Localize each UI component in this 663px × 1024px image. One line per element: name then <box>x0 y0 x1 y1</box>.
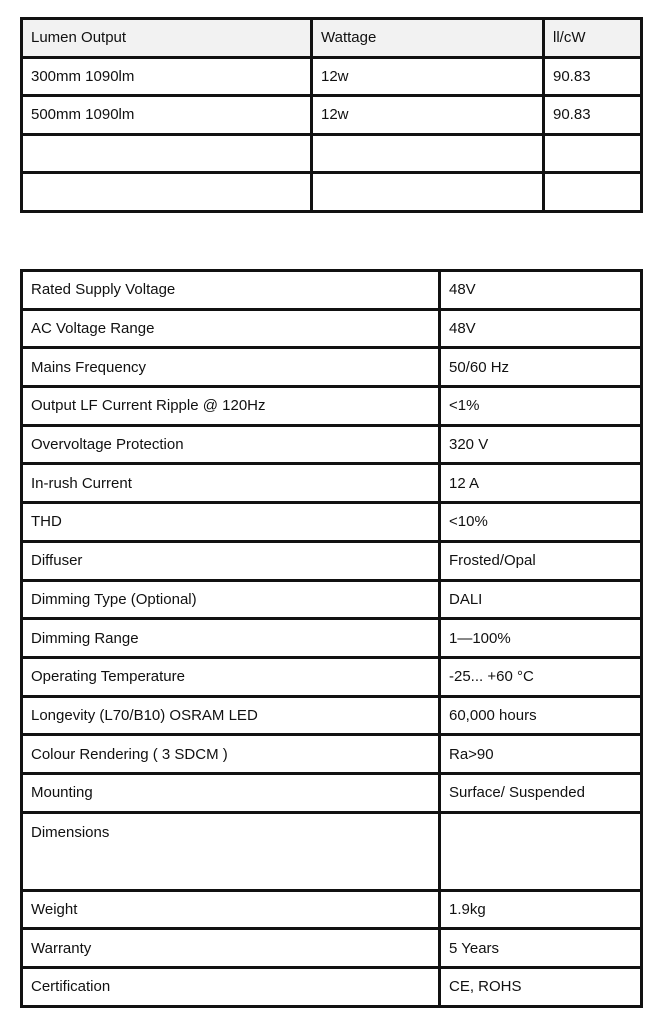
wattage-cell: 12w <box>312 96 544 135</box>
wattage-cell: 12w <box>312 57 544 96</box>
header-lumen-output: Lumen Output <box>22 19 312 58</box>
lumen-output-cell <box>22 173 312 212</box>
spec-value: <1% <box>440 387 642 426</box>
spec-row-dimensions <box>22 812 642 890</box>
efficacy-cell: 90.83 <box>544 96 642 135</box>
spec-value: 48V <box>440 309 642 348</box>
spec-row-weight <box>22 890 642 929</box>
spec-row-operating-temperature <box>22 657 642 696</box>
spec-row-ac-voltage-range <box>22 309 642 348</box>
header-wattage: Wattage <box>312 19 544 58</box>
spec-value: 48V <box>440 271 642 310</box>
spec-row-certification <box>22 968 642 1007</box>
efficacy-cell <box>544 173 642 212</box>
spec-value <box>440 812 642 890</box>
header-efficacy: ll/cW <box>544 19 642 58</box>
spec-label: THD <box>22 503 440 542</box>
spec-row-colour-rendering <box>22 735 642 774</box>
spec-value: 12 A <box>440 464 642 503</box>
efficacy-cell <box>544 134 642 173</box>
spec-value: Ra>90 <box>440 735 642 774</box>
spec-value: -25... +60 °C <box>440 657 642 696</box>
table-row <box>22 134 642 173</box>
spec-label: Colour Rendering ( 3 SDCM ) <box>22 735 440 774</box>
lumen-output-cell <box>22 134 312 173</box>
spec-row-current-ripple <box>22 387 642 426</box>
spec-label: Rated Supply Voltage <box>22 271 440 310</box>
spec-label: Longevity (L70/B10) OSRAM LED <box>22 696 440 735</box>
table-row <box>22 96 642 135</box>
lumen-output-table <box>20 17 643 213</box>
spec-value: 60,000 hours <box>440 696 642 735</box>
lumen-output-cell: 300mm 1090lm <box>22 57 312 96</box>
spec-value: 320 V <box>440 425 642 464</box>
wattage-cell <box>312 173 544 212</box>
lumen-output-cell: 500mm 1090lm <box>22 96 312 135</box>
efficacy-cell: 90.83 <box>544 57 642 96</box>
spec-value: Frosted/Opal <box>440 541 642 580</box>
spec-row-dimming-type <box>22 580 642 619</box>
spec-row-overvoltage-protection <box>22 425 642 464</box>
spec-value: 1—100% <box>440 619 642 658</box>
spec-row-in-rush-current <box>22 464 642 503</box>
table-header-row <box>22 19 642 58</box>
specifications-table <box>20 269 643 1008</box>
spec-row-dimming-range <box>22 619 642 658</box>
spec-row-mounting <box>22 773 642 812</box>
spec-label: Weight <box>22 890 440 929</box>
table-row <box>22 173 642 212</box>
table-row <box>22 57 642 96</box>
spec-row-warranty <box>22 929 642 968</box>
spec-label: Operating Temperature <box>22 657 440 696</box>
spec-label: Output LF Current Ripple @ 120Hz <box>22 387 440 426</box>
spec-row-mains-frequency <box>22 348 642 387</box>
spec-value: CE, ROHS <box>440 968 642 1007</box>
spec-label: Certification <box>22 968 440 1007</box>
spec-value: Surface/ Suspended <box>440 773 642 812</box>
spec-label: Mains Frequency <box>22 348 440 387</box>
spec-label: Dimming Range <box>22 619 440 658</box>
spec-value: 50/60 Hz <box>440 348 642 387</box>
spec-value: 1.9kg <box>440 890 642 929</box>
spec-value: DALI <box>440 580 642 619</box>
spec-value: 5 Years <box>440 929 642 968</box>
spec-value: <10% <box>440 503 642 542</box>
spec-label: Overvoltage Protection <box>22 425 440 464</box>
spec-label: AC Voltage Range <box>22 309 440 348</box>
spec-label: Warranty <box>22 929 440 968</box>
wattage-cell <box>312 134 544 173</box>
spec-label: In-rush Current <box>22 464 440 503</box>
spec-row-thd <box>22 503 642 542</box>
spec-row-diffuser <box>22 541 642 580</box>
spec-row-longevity <box>22 696 642 735</box>
spec-label: Dimming Type (Optional) <box>22 580 440 619</box>
spec-label: Mounting <box>22 773 440 812</box>
spec-row-rated-supply-voltage <box>22 271 642 310</box>
spec-label: Dimensions <box>22 812 440 890</box>
spec-label: Diffuser <box>22 541 440 580</box>
